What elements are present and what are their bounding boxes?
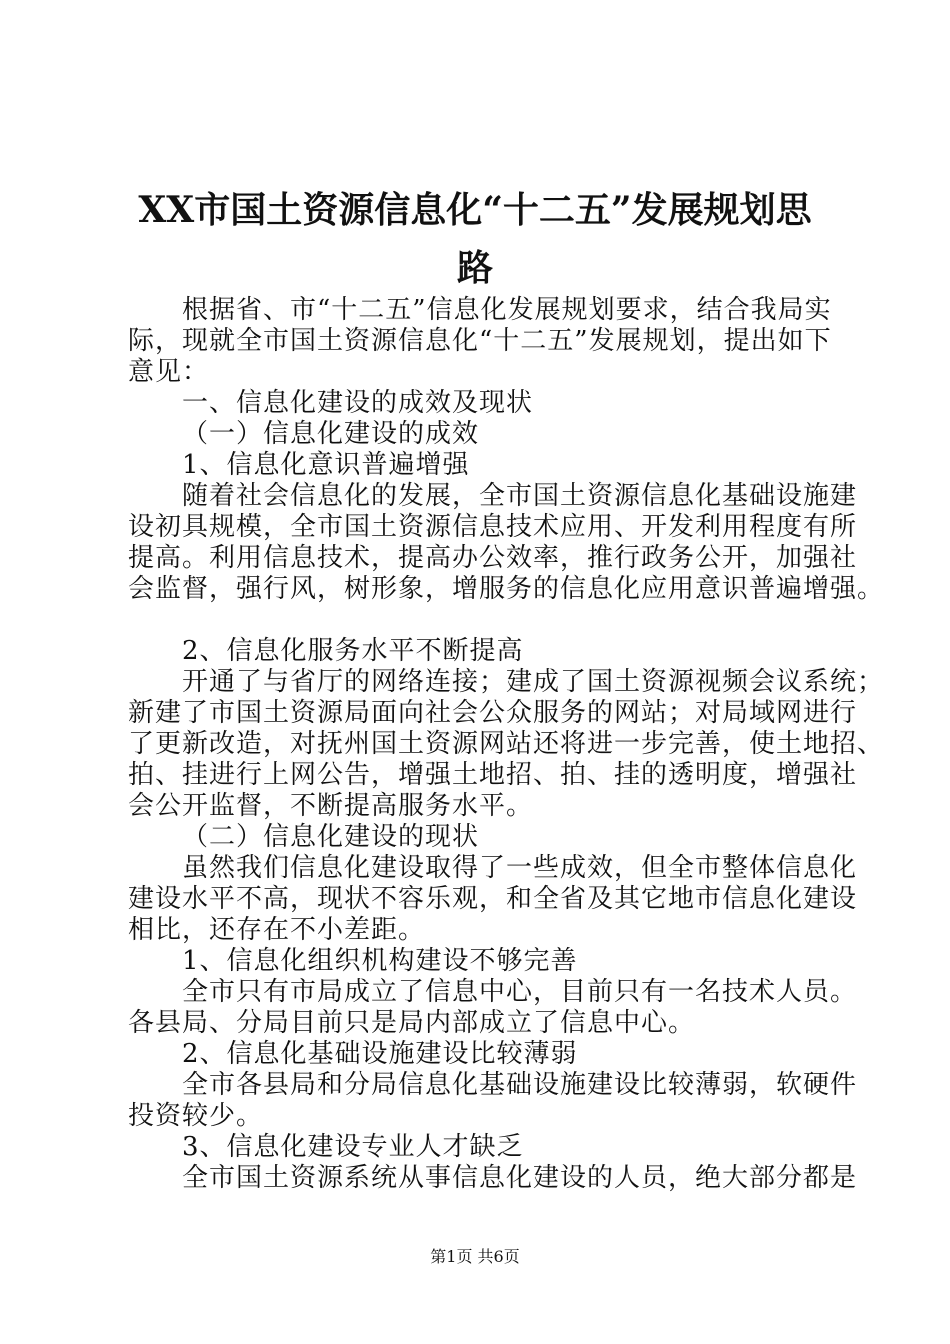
paragraph-line: 全市各县局和分局信息化基础设施建设比较薄弱，软硬件 — [182, 1070, 858, 1100]
document-title-line-1: XX市国土资源信息化“十二五”发展规划思 — [138, 189, 812, 231]
paragraph-line: 会公开监督，不断提高服务水平。 — [128, 791, 534, 821]
subsection-heading: （一）信息化建设的成效 — [182, 419, 480, 449]
section-heading: 一、信息化建设的成效及现状 — [182, 388, 534, 418]
paragraph-line: 新建了市国土资源局面向社会公众服务的网站；对局域网进行 — [128, 698, 858, 728]
paragraph-line: 全市国土资源系统从事信息化建设的人员，绝大部分都是 — [182, 1163, 858, 1193]
paragraph-line: 全市只有市局成立了信息中心，目前只有一名技术人员。 — [182, 977, 858, 1007]
paragraph-line: 拍、挂进行上网公告，增强土地招、拍、挂的透明度，增强社 — [128, 760, 858, 790]
item-heading: 3、信息化建设专业人才缺乏 — [182, 1132, 524, 1162]
document-body — [128, 295, 885, 1194]
paragraph-line: 际，现就全市国土资源信息化“十二五”发展规划，提出如下 — [128, 326, 832, 356]
paragraph-line: 设初具规模，全市国土资源信息技术应用、开发利用程度有所 — [128, 512, 858, 542]
paragraph-line: 开通了与省厅的网络连接；建成了国土资源视频会议系统； — [182, 667, 885, 697]
item-heading: 1、信息化组织机构建设不够完善 — [182, 946, 578, 976]
paragraph-line: 相比，还存在不小差距。 — [128, 915, 426, 945]
subsection-heading: （二）信息化建设的现状 — [182, 822, 480, 852]
blank-line — [128, 605, 834, 636]
paragraph-line: 意见： — [128, 357, 210, 387]
paragraph-line: 虽然我们信息化建设取得了一些成效，但全市整体信息化 — [182, 853, 858, 883]
paragraph-line: 提高。利用信息技术，提高办公效率，推行政务公开，加强社 — [128, 543, 858, 573]
paragraph-line: 投资较少。 — [128, 1101, 264, 1131]
paragraph-line: 各县局、分局目前只是局内部成立了信息中心。 — [128, 1008, 696, 1038]
paragraph-line: 根据省、市“十二五”信息化发展规划要求，结合我局实 — [182, 295, 832, 325]
item-heading: 2、信息化基础设施建设比较薄弱 — [182, 1039, 578, 1069]
page-number-footer: 第1页 共6页 — [430, 1247, 520, 1266]
document-title-line-2: 路 — [456, 247, 493, 289]
item-heading: 1、信息化意识普遍增强 — [182, 450, 470, 480]
paragraph-line: 建设水平不高，现状不容乐观，和全省及其它地市信息化建设 — [128, 884, 858, 914]
paragraph-line: 随着社会信息化的发展，全市国土资源信息化基础设施建 — [182, 481, 858, 511]
paragraph-line: 了更新改造，对抚州国土资源网站还将进一步完善，使土地招、 — [128, 729, 885, 759]
paragraph-line: 会监督，强行风，树形象，增服务的信息化应用意识普遍增强。 — [128, 574, 885, 604]
item-heading: 2、信息化服务水平不断提高 — [182, 636, 524, 666]
